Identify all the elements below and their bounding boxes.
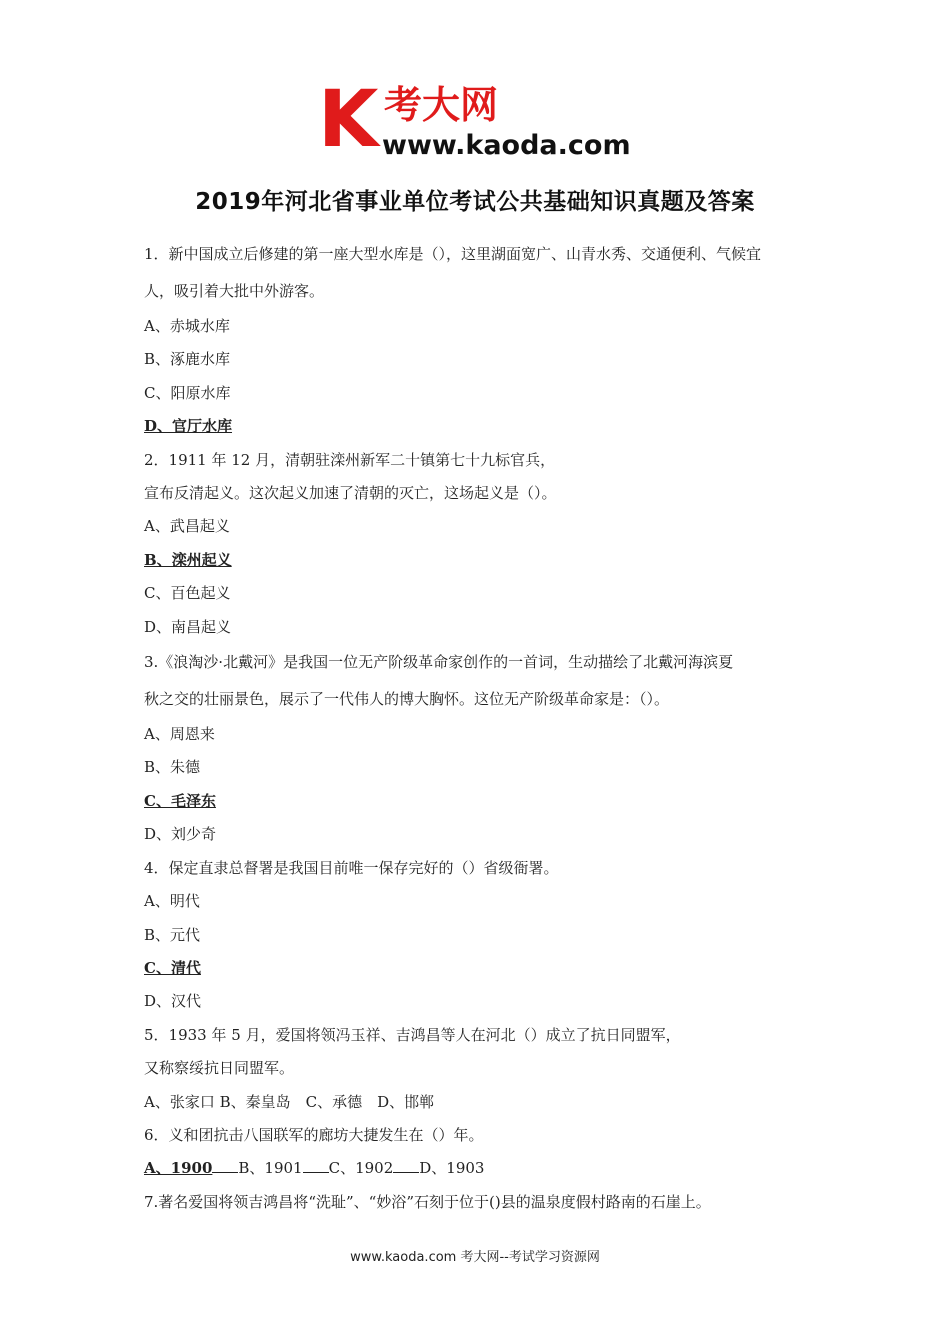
page-title: 2019年河北省事业单位考试公共基础知识真题及答案 xyxy=(195,189,755,215)
q3-option-a: A、周恩来 xyxy=(144,725,215,744)
q1-stem-cont: 人，吸引着大批中外游客。 xyxy=(144,282,325,300)
q1-option-a: A、赤城水库 xyxy=(144,317,230,335)
logo-mark: K xyxy=(318,80,379,160)
q6-option-b: B、1901 xyxy=(238,1159,303,1178)
q4-option-c-answer: C、清代 xyxy=(144,958,201,977)
q6-options xyxy=(144,1152,824,1185)
q4-option-d: D、汉代 xyxy=(144,992,202,1011)
blank-line xyxy=(303,1160,329,1173)
q7-stem: 7.著名爱国将领吉鸿昌将“洗耻”、“妙浴”石刻于位于()县的温泉度假村路南的石崖上。 xyxy=(144,1192,711,1211)
q2-option-d: D、南昌起义 xyxy=(144,617,232,636)
q4-option-a: A、明代 xyxy=(144,892,200,911)
q5-stem-cont: 又称察绥抗日同盟军。 xyxy=(144,1059,295,1078)
q2-option-b-answer: B、滦州起义 xyxy=(144,550,232,569)
logo-url: www.kaoda.com xyxy=(382,130,631,160)
page-footer: www.kaoda.com 考大网--考试学习资源网 xyxy=(350,1250,600,1265)
q2-stem-cont: 宣布反清起义。这次起义加速了清朝的灭亡，这场起义是（）。 xyxy=(144,484,557,503)
q5-stem: 5．1933 年 5 月，爱国将领冯玉祥、吉鸿昌等人在河北（）成立了抗日同盟军， xyxy=(144,1025,681,1044)
q1-option-b: B、涿鹿水库 xyxy=(144,350,231,369)
q6-stem: 6．义和团抗击八国联军的廊坊大捷发生在（）年。 xyxy=(144,1125,484,1144)
q6-option-a-answer: A、1900 xyxy=(144,1159,213,1178)
q3-stem: 3.《浪淘沙·北戴河》是我国一位无产阶级革命家创作的一首词，生动描绘了北戴河海滨夏 xyxy=(144,653,734,672)
logo-name: 考大网 xyxy=(384,83,499,127)
q2-option-a: A、武昌起义 xyxy=(144,517,230,536)
q3-option-d: D、刘少奇 xyxy=(144,825,217,844)
q2-stem: 2．1911 年 12 月，清朝驻滦州新军二十镇第七十九标官兵， xyxy=(144,450,556,469)
q4-stem: 4．保定直隶总督署是我国目前唯一保存完好的（）省级衙署。 xyxy=(144,858,559,877)
q6-option-c: C、1902 xyxy=(328,1159,394,1178)
kaoda-logo xyxy=(318,80,638,160)
q5-options: A、张家口 B、秦皇岛 C、承德 D、邯郸 xyxy=(144,1092,435,1111)
q3-option-b: B、朱德 xyxy=(144,758,201,777)
q3-stem-cont: 秋之交的壮丽景色，展示了一代伟人的博大胸怀。这位无产阶级革命家是：（）。 xyxy=(144,690,670,709)
q1-stem: 1．新中国成立后修建的第一座大型水库是（），这里湖面宽广、山青水秀、交通便利、气候宜 xyxy=(144,245,762,263)
q6-option-d: D、1903 xyxy=(419,1159,485,1178)
q4-option-b: B、元代 xyxy=(144,925,201,944)
q2-option-c: C、百色起义 xyxy=(144,584,231,603)
q1-option-c: C、阳原水库 xyxy=(144,383,231,402)
q3-option-c-answer: C、毛泽东 xyxy=(144,791,216,810)
blank-line xyxy=(212,1160,238,1173)
blank-line xyxy=(393,1160,419,1173)
question-list xyxy=(144,236,824,1219)
q1-option-d-answer: D、官厅水库 xyxy=(144,417,233,436)
